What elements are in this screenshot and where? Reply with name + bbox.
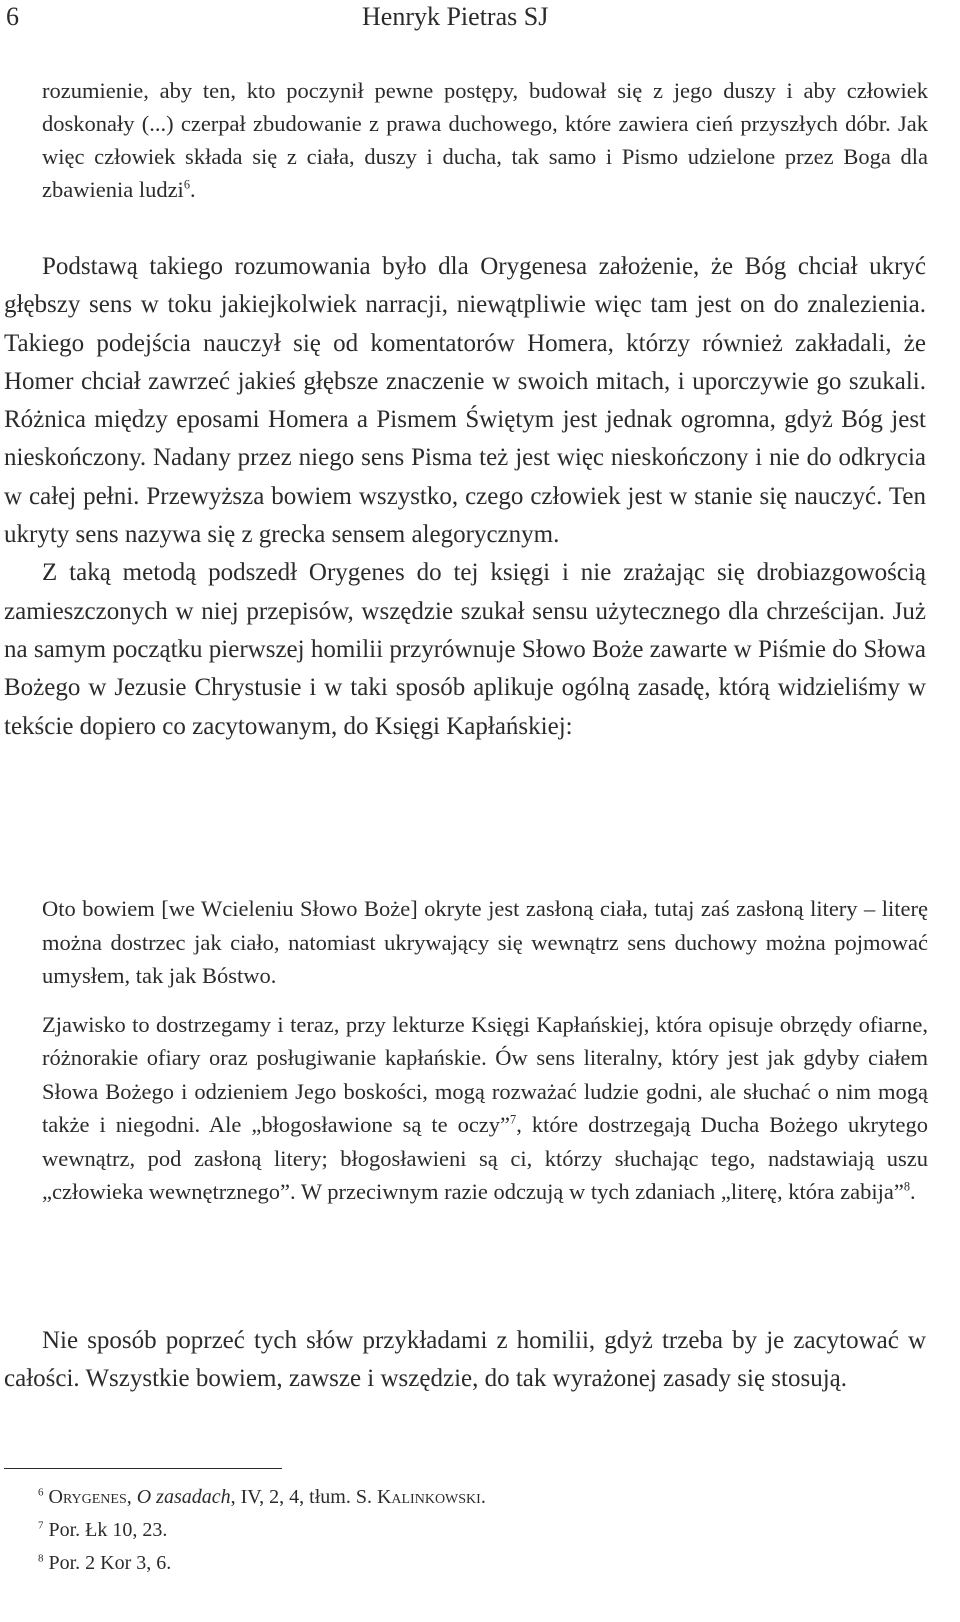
footnote-number: 7 <box>38 1519 44 1532</box>
block-quote-text-b: , które dostrzegają Ducha Bożego ukrytego wewnątrz, pod zasłoną litery; błogosławieni są ci, którzy słuchając tego, nadstawiają uszu „człowieka wewnętrznego”. W przeciwnym razie odczują w tych zdaniach „literę, która zabija” <box>42 1112 928 1204</box>
footnote-end: . <box>480 1486 486 1508</box>
closing-paragraph: Nie sposób poprzeć tych słów przykładami z homilii, gdyż trzeba by je zacytować w całości. Wszystkie bowiem, zawsze i wszędzie, do tak wyrażonej zasady się stosują. <box>4 1327 926 1393</box>
block-quote <box>42 892 928 1209</box>
running-title: Henryk Pietras SJ <box>362 2 549 31</box>
footnote-ref-8: 8 <box>903 1179 911 1194</box>
footnotes <box>38 1481 928 1580</box>
footnote-author: Orygenes <box>48 1486 127 1508</box>
footnote-citation: , IV, 2, 4, tłum. S. <box>230 1486 377 1508</box>
body-paragraph-1: Podstawą takiego rozumowania było dla Orygenesa założenie, że Bóg chciał ukryć głębszy sens w toku jakiejkolwiek narracji, niewątpliwie więc tam jest on do znalezienia. Takiego podejścia nauczył się od komentatorów Homera, którzy również zakładali, że Homer chciał zawrzeć jakieś głębsze znaczenie w swoich mitach, i uporczywie go szukali. Różnica między eposami Homera a Pismem Świętym jest jednak ogromna, gdyż Bóg jest nieskończony. Nadany przez niego sens Pisma też jest więc nieskończony i nie do odkrycia w całej pełni. Przewyższa bowiem wszystko, czego człowiek jest w stanie się nauczyć. Ten ukryty sens nazywa się z grecka sensem alegorycznym. <box>4 253 926 549</box>
closing-text <box>4 1322 926 1399</box>
quote-continuation-text: rozumienie, aby ten, kto poczynił pewne postępy, budował się z jego duszy i aby człowiek doskonały (...) czerpał zbudowanie z prawa duchowego, które zawiera cień przyszłych dóbr. Jak więc człowiek składa się z ciała, duszy i ducha, tak samo i Pismo udzielone przez Boga dla zbawienia ludzi <box>42 78 928 202</box>
footnote-6 <box>38 1481 928 1514</box>
footnote-separator <box>4 1468 282 1469</box>
block-quote-paragraph-1: Oto bowiem [we Wcieleniu Słowo Boże] okryte jest zasłoną ciała, tutaj zaś zasłoną litery – literę można dostrzec jak ciało, natomiast ukrywający się wewnątrz sens duchowy można pojmować umysłem, tak jak Bóstwo. <box>42 896 928 988</box>
running-header <box>0 0 960 34</box>
block-quote-text-a: Zjawisko to dostrzegamy i teraz, przy lekturze Księgi Kapłańskiej, która opisuje obrzędy ofiarne, różnorakie ofiary oraz posługiwanie kapłańskie. Ów sens literalny, który jest jak gdyby ciałem Słowa Bożego i odzieniem Jego boskości, mogą rozważać ludzie godni, ale słuchać o nim mogą także i niegodni. Ale „błogosławione są te oczy” <box>42 1011 928 1137</box>
quote-continuation-end: . <box>190 177 196 202</box>
footnote-8 <box>38 1547 928 1580</box>
block-quote-end: . <box>910 1179 916 1204</box>
footnote-text: Por. 2 Kor 3, 6. <box>48 1552 172 1574</box>
footnote-text: Por. Łk 10, 23. <box>48 1519 168 1541</box>
footnote-number: 8 <box>38 1552 44 1565</box>
footnote-work-title: O zasadach <box>136 1486 231 1508</box>
footnote-number: 6 <box>38 1486 44 1499</box>
footnote-separator-text: , <box>126 1486 137 1508</box>
footnote-ref-6: 6 <box>183 177 190 192</box>
block-quote-paragraph-2 <box>42 1008 928 1209</box>
main-text <box>4 248 926 746</box>
page-number: 6 <box>6 2 19 31</box>
footnote-translator: Kalinkowski <box>376 1486 481 1508</box>
body-paragraph-2: Z taką metodą podszedł Orygenes do tej księgi i nie zrażając się drobiazgowością zamieszczonych w niej przepisów, wszędzie szukał sensu użytecznego dla chrześcijan. Już na samym początku pierwszej homilii przyrównuje Słowo Boże zawarte w Piśmie do Słowa Bożego w Jezusie Chrystusie i w taki sposób aplikuje ogólną zasadę, którą widzieliśmy w tekście dopiero co zacytowanym, do Księgi Kapłańskiej: <box>4 559 927 740</box>
footnote-7 <box>38 1514 928 1547</box>
footnote-ref-7: 7 <box>510 1112 517 1127</box>
quote-continuation <box>42 74 928 206</box>
quote-continuation-paragraph <box>42 74 928 206</box>
